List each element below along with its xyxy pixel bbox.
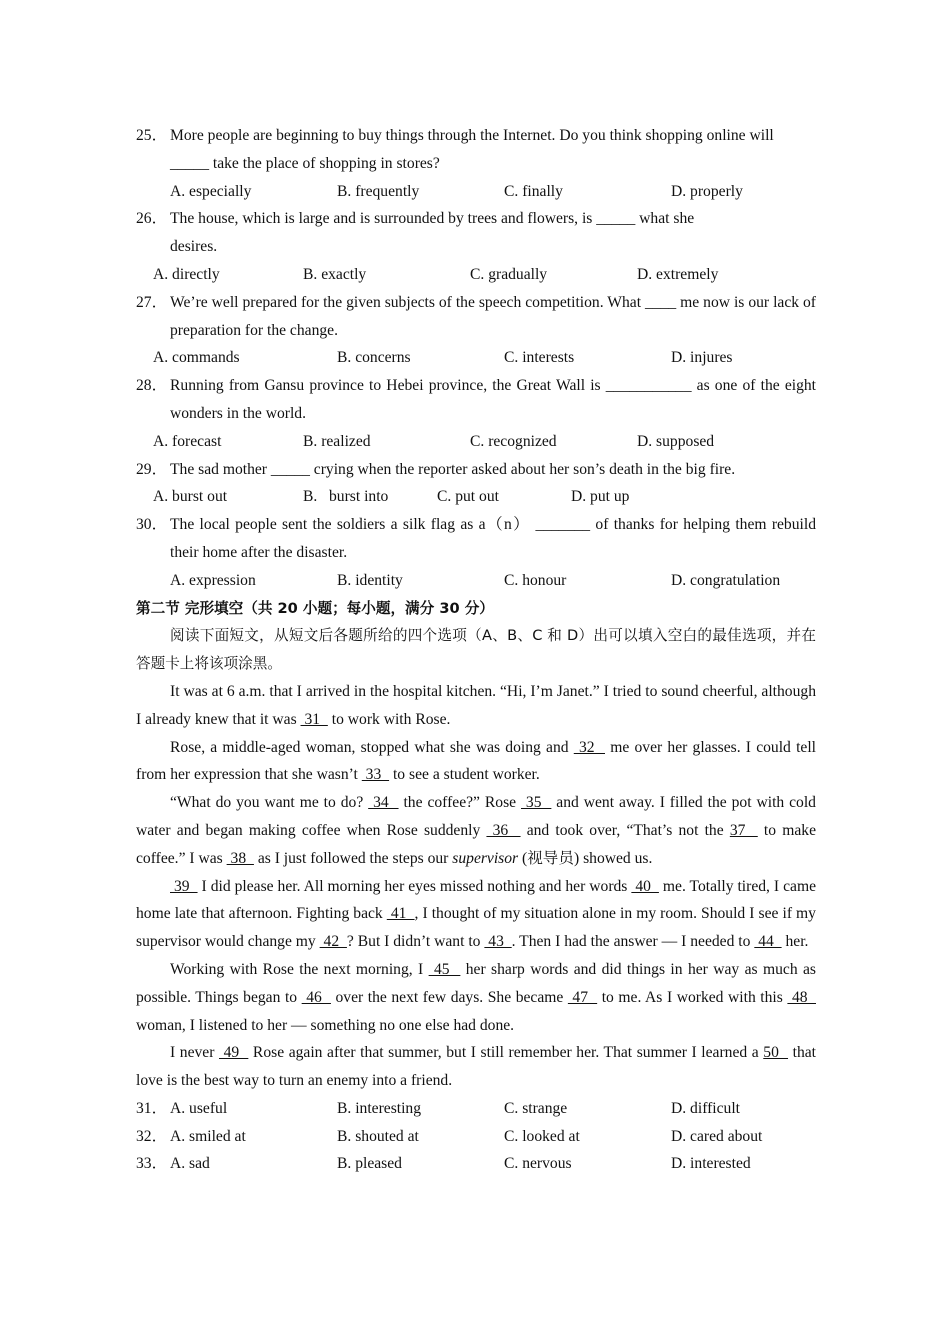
blank-41: 41 (386, 905, 415, 923)
question-29 (136, 456, 816, 484)
text: her sharp words and did things in her way as much as possible. Things began to (136, 960, 816, 1006)
option-c: C. strange (504, 1099, 568, 1117)
blank-43: 43 (484, 933, 512, 951)
answer-row-31 (136, 1095, 816, 1123)
blank-36: 36 (486, 821, 521, 839)
question-30 (136, 511, 816, 567)
text: to me. As I worked with this (597, 988, 788, 1006)
option-a: A. expression (170, 571, 256, 589)
text: the coffee?” Rose (398, 794, 521, 812)
blank-42: 42 (319, 933, 347, 951)
supervisor-word: supervisor (452, 849, 519, 867)
question-28 (136, 372, 816, 428)
text: and took over, “That’s not the (520, 821, 730, 839)
text: me over her glasses. I could tell from her expression that she wasn’t (136, 738, 816, 784)
text: , I thought of my situation alone in my room. Should I see if my supervisor would change my (136, 905, 816, 951)
text: ? But I didn’t want to (346, 933, 485, 951)
answer-row-33 (136, 1150, 816, 1178)
section-title: 第二节 完形填空（共 20 小题；每小题，满分 30 分） (136, 599, 494, 617)
blank-34: 34 (368, 794, 399, 812)
option-d: D. extremely (637, 265, 719, 283)
question-25 (136, 122, 816, 178)
option-a: A. useful (170, 1099, 228, 1117)
option-a: A. burst out (153, 488, 228, 506)
question-number: 25． (136, 127, 168, 144)
options-27 (136, 344, 816, 372)
blank-32: 32 (573, 738, 605, 756)
question-stem: The sad mother _____ crying when the reporter asked about her son’s death in the big fire. (170, 460, 736, 478)
option-a: A. especially (170, 182, 252, 200)
question-number: 32． (136, 1127, 168, 1145)
options-30 (136, 567, 816, 595)
text: It was at 6 a.m. that I arrived in the hospital kitchen. “Hi, I’m Janet.” I tried to sound cheerful, although I already knew that it was (136, 682, 816, 728)
blank-47: 47 (567, 988, 598, 1006)
option-c: C. finally (504, 182, 563, 200)
option-c: C. looked at (504, 1127, 580, 1145)
question-number: 28． (136, 377, 168, 395)
question-stem: The local people sent the soldiers a silk flag as a（n） _______ of thanks for helping them rebuild their home after the disaster. (170, 516, 816, 561)
question-stem: Running from Gansu province to Hebei province, the Great Wall is ___________ as one of the eight wonders in the world. (170, 377, 816, 422)
blank-37: 37 (729, 821, 758, 839)
option-a: A. sad (170, 1155, 210, 1173)
passage-paragraph-1 (136, 678, 816, 734)
option-b: B. identity (337, 571, 403, 589)
question-number: 31． (136, 1099, 168, 1117)
text: that love is the best way to turn an enemy into a friend. (136, 1044, 816, 1090)
passage-paragraph-6 (136, 1039, 816, 1095)
option-a: A. smiled at (170, 1127, 246, 1145)
section-instruction: 阅读下面短文，从短文后各题所给的四个选项（A、B、C 和 D）出可以填入空白的最佳选项，并在答题卡上将该项涂黑。 (136, 627, 816, 673)
text: woman, I listened to her — something no one else had done. (136, 1016, 515, 1034)
question-number: 33． (136, 1155, 168, 1173)
text: and went away. I filled the pot with cold water and began making coffee when Rose suddenly (136, 794, 816, 839)
blank-45: 45 (428, 960, 461, 978)
option-c: C. gradually (470, 265, 548, 283)
blank-40: 40 (631, 877, 659, 895)
text: as I just followed the steps our (253, 849, 453, 867)
option-b: B. shouted at (337, 1127, 419, 1145)
blank-49: 49 (219, 1044, 249, 1062)
passage-paragraph-3 (136, 789, 816, 872)
blank-33: 33 (361, 766, 390, 784)
question-26 (136, 205, 816, 261)
option-c: C. put out (437, 488, 499, 506)
option-d: D. injures (671, 349, 733, 367)
option-a: A. forecast (153, 432, 222, 450)
blank-38: 38 (226, 849, 254, 867)
option-a: A. directly (153, 265, 220, 283)
question-27 (136, 289, 816, 345)
passage-paragraph-2 (136, 734, 816, 790)
text: her. (781, 933, 809, 951)
option-b: B. interesting (337, 1099, 422, 1117)
passage-paragraph-5 (136, 956, 816, 1039)
option-c: C. interests (504, 349, 575, 367)
option-d: D. cared about (671, 1127, 763, 1145)
text: Rose, a middle-aged woman, stopped what she was doing and (170, 738, 574, 756)
text: over the next few days. She became (330, 988, 568, 1006)
exam-page (136, 122, 816, 1178)
option-b: B. frequently (337, 182, 420, 200)
options-29 (136, 483, 816, 511)
question-number: 30． (136, 516, 168, 534)
option-c: C. recognized (470, 432, 557, 450)
question-number: 29． (136, 460, 168, 478)
text: . Then I had the answer — I needed to (511, 933, 755, 951)
options-28 (136, 428, 816, 456)
option-d: D. properly (671, 182, 743, 200)
options-26 (136, 261, 816, 289)
option-b: B. exactly (303, 265, 367, 283)
question-number: 27． (136, 293, 168, 311)
option-b: B. pleased (337, 1155, 402, 1173)
question-stem: More people are beginning to buy things through the Internet. Do you think shopping online will _____ take the place of shopping in stores? (170, 127, 774, 172)
blank-44: 44 (754, 933, 782, 951)
option-b: B. burst into (303, 488, 389, 506)
text: to work with Rose. (327, 710, 451, 728)
blank-46: 46 (301, 988, 331, 1006)
text: (视导员) showed us. (518, 849, 653, 867)
options-25 (136, 178, 816, 206)
option-d: D. interested (671, 1155, 751, 1173)
blank-48: 48 (787, 988, 816, 1006)
text: me. Totally tired, I came home late that afternoon. Fighting back (136, 877, 816, 923)
passage-paragraph-4 (136, 873, 816, 956)
option-d: D. congratulation (671, 571, 781, 589)
text: Working with Rose the next morning, I (170, 960, 429, 978)
option-d: D. supposed (637, 432, 715, 450)
option-b: B. realized (303, 432, 371, 450)
question-number: 26． (136, 210, 168, 228)
option-c: C. honour (504, 571, 567, 589)
text: to see a student worker. (389, 766, 540, 784)
option-a: A. commands (153, 349, 240, 367)
text: to make coffee.” I was (136, 821, 817, 867)
option-b: B. concerns (337, 349, 411, 367)
blank-31: 31 (300, 710, 328, 728)
text: Rose again after that summer, but I still remember her. That summer I learned a (248, 1044, 764, 1062)
blank-50: 50 (763, 1044, 789, 1062)
blank-39: 39 (170, 877, 198, 895)
blank-35: 35 (521, 794, 552, 812)
option-d: D. put up (571, 488, 630, 506)
option-c: C. nervous (504, 1155, 572, 1173)
text: I never (170, 1044, 219, 1062)
option-d: D. difficult (671, 1099, 741, 1117)
question-stem: The house, which is large and is surrounded by trees and flowers, is _____ what she desires. (170, 210, 695, 256)
question-stem: We’re well prepared for the given subjects of the speech competition. What ____ me now is our lack of preparation for the change. (170, 293, 816, 339)
text: I did please her. All morning her eyes missed nothing and her words (197, 877, 632, 895)
text: “What do you want me to do? (170, 794, 369, 812)
answer-row-32 (136, 1123, 816, 1151)
